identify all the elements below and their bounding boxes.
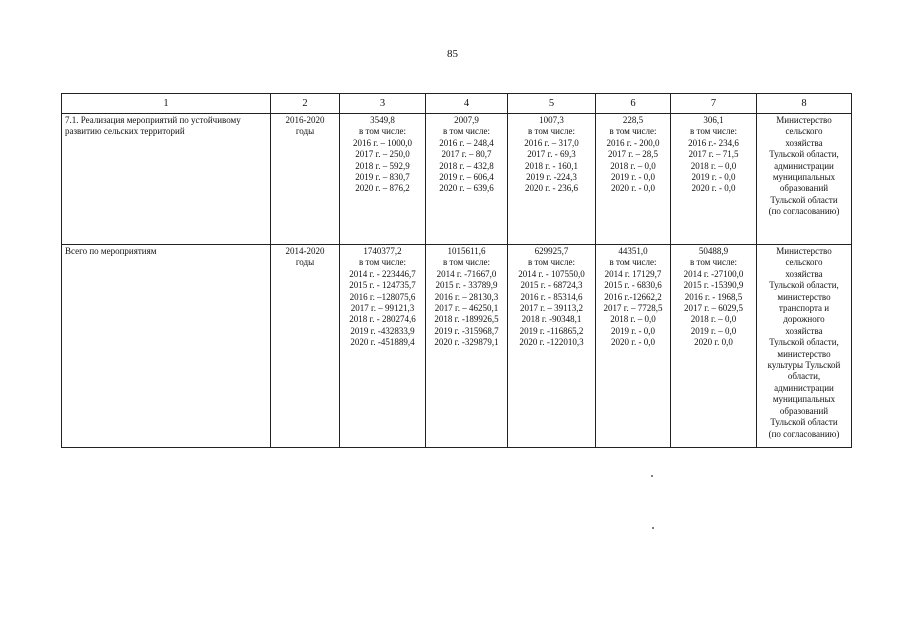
funding-cell-col7 bbox=[671, 245, 757, 448]
value-line: 2014 г. 17129,7 bbox=[604, 268, 662, 279]
period-line: 2016-2020 bbox=[285, 115, 325, 125]
value-line: 2016 г. - 1968,5 bbox=[684, 291, 743, 302]
value-line: 2016 г.- 234,6 bbox=[688, 137, 739, 148]
value-line: 2018 г. -189926,5 bbox=[434, 314, 499, 325]
value-line: 2019 г. – 830,7 bbox=[355, 172, 410, 183]
value-line: 2016 г. – 248,4 bbox=[439, 137, 494, 148]
funding-cell-col4 bbox=[426, 245, 508, 448]
value-line: 2017 г. – 7728,5 bbox=[603, 303, 663, 314]
responsible-line: министерство bbox=[777, 291, 831, 302]
responsible-line: (по согласованию) bbox=[768, 428, 840, 439]
responsible-line: Тульской области, bbox=[769, 280, 839, 291]
period-cell bbox=[271, 114, 340, 245]
value-line: 2014 г. -27100,0 bbox=[683, 268, 744, 279]
value-line: 2014 г. - 107550,0 bbox=[518, 268, 585, 279]
value-line: 1740377,2 bbox=[363, 246, 402, 256]
value-line: 2019 г. -315968,7 bbox=[434, 325, 499, 336]
value-line: 2020 г. - 0,0 bbox=[611, 183, 655, 194]
value-line: в том числе: bbox=[528, 126, 575, 137]
value-line: 2018 г. -90348,1 bbox=[521, 314, 582, 325]
responsible-line: сельского bbox=[785, 257, 823, 268]
value-line: 2018 г. – 0,0 bbox=[610, 314, 656, 325]
activity-name-cell: Всего по мероприятиям bbox=[62, 245, 271, 448]
value-line: 44351,0 bbox=[618, 246, 648, 256]
responsible-line: сельского bbox=[785, 126, 823, 137]
value-line: 2020 г. – 639,6 bbox=[439, 183, 494, 194]
value-line: 2017 г. – 99121,3 bbox=[350, 303, 415, 314]
value-line: в том числе: bbox=[359, 126, 406, 137]
value-line: 1007,3 bbox=[539, 115, 564, 125]
header-cell: 1 bbox=[62, 94, 271, 114]
value-line: 2017 г. – 80,7 bbox=[441, 149, 492, 160]
value-line: 2020 г. - 0,0 bbox=[611, 337, 655, 348]
header-row bbox=[62, 94, 852, 114]
scan-speck bbox=[651, 475, 653, 477]
header-cell: 3 bbox=[340, 94, 426, 114]
table-row bbox=[62, 245, 852, 448]
header-cell: 5 bbox=[508, 94, 596, 114]
value-line: 2019 г. -116865,2 bbox=[519, 325, 584, 336]
funding-cell-col6 bbox=[596, 245, 671, 448]
funding-cell-col5 bbox=[508, 114, 596, 245]
value-line: 2014 г. -71667,0 bbox=[436, 268, 497, 279]
funding-cell-col6 bbox=[596, 114, 671, 245]
program-table bbox=[61, 93, 852, 448]
value-line: 2019 г. - 0,0 bbox=[611, 325, 655, 336]
value-line: 2017 г. – 6029,5 bbox=[684, 303, 743, 314]
value-line: 2019 г. - 0,0 bbox=[611, 172, 655, 183]
value-line: 2017 г. – 71,5 bbox=[688, 149, 739, 160]
value-line: 2019 г. -432833,9 bbox=[350, 325, 415, 336]
value-line: 2020 г. -122010,3 bbox=[519, 337, 584, 348]
header-cell: 2 bbox=[271, 94, 340, 114]
value-line: в том числе: bbox=[690, 126, 737, 137]
value-line: 2020 г. -329879,1 bbox=[434, 337, 499, 348]
value-line: 306,1 bbox=[703, 115, 724, 125]
page-number: 85 bbox=[447, 48, 458, 60]
responsible-line: хозяйства bbox=[785, 137, 823, 148]
value-line: 2019 г. – 0,0 bbox=[690, 325, 737, 336]
table-row bbox=[62, 114, 852, 245]
value-line: 1015611,6 bbox=[447, 246, 486, 256]
responsible-line: образований bbox=[779, 183, 829, 194]
responsible-line: министерство bbox=[777, 348, 831, 359]
value-line: 2018 г. – 592,9 bbox=[355, 160, 410, 171]
value-line: 2007,9 bbox=[454, 115, 479, 125]
responsible-line: Тульской области, bbox=[769, 337, 839, 348]
value-line: 2018 г. - 160,1 bbox=[525, 160, 578, 171]
period-line: годы bbox=[295, 126, 315, 137]
value-line: 2017 г. – 28,5 bbox=[608, 149, 658, 160]
value-line: 2015 г. - 33789,9 bbox=[435, 280, 498, 291]
responsible-line: муниципальных bbox=[772, 172, 836, 183]
responsible-line: Тульской области bbox=[770, 194, 838, 205]
period-line: годы bbox=[295, 257, 315, 268]
responsible-line: культуры Тульской bbox=[767, 360, 841, 371]
value-line: 2019 г. – 606,4 bbox=[439, 172, 494, 183]
value-line: 2020 г. - 236,6 bbox=[525, 183, 578, 194]
responsible-line: администрации bbox=[774, 382, 834, 393]
value-line: 3549,8 bbox=[370, 115, 395, 125]
header-cell: 7 bbox=[671, 94, 757, 114]
value-line: 2015 г. -15390,9 bbox=[683, 280, 744, 291]
responsible-line: муниципальных bbox=[772, 394, 836, 405]
value-line: 228,5 bbox=[622, 115, 644, 125]
value-line: 2016 г.-12662,2 bbox=[604, 291, 662, 302]
value-line: 2020 г. – 876,2 bbox=[355, 183, 410, 194]
period-cell bbox=[271, 245, 340, 448]
header-cell: 8 bbox=[757, 94, 852, 114]
funding-cell-col4 bbox=[426, 114, 508, 245]
responsible-line: Министерство bbox=[776, 246, 832, 256]
value-line: 629925,7 bbox=[534, 246, 569, 256]
responsible-line: Министерство bbox=[776, 115, 832, 125]
value-line: 2016 г. –128075,6 bbox=[349, 291, 416, 302]
value-line: 2018 г. - 280274,6 bbox=[349, 314, 416, 325]
value-line: 2016 г. – 28130,3 bbox=[434, 291, 499, 302]
responsible-line: области, bbox=[787, 371, 821, 382]
responsible-line: администрации bbox=[774, 160, 834, 171]
value-line: 2014 г. - 223446,7 bbox=[349, 268, 416, 279]
responsible-line: Тульской области bbox=[770, 417, 838, 428]
value-line: 2020 г. -451889,4 bbox=[350, 337, 415, 348]
responsible-executor-cell bbox=[757, 245, 852, 448]
responsible-line: образований bbox=[779, 405, 829, 416]
value-line: 2015 г. - 124735,7 bbox=[349, 280, 416, 291]
value-line: 2017 г. - 69,3 bbox=[527, 149, 576, 160]
value-line: в том числе: bbox=[528, 257, 575, 268]
responsible-line: транспорта и bbox=[778, 303, 830, 314]
value-line: 2018 г. – 0,0 bbox=[690, 160, 737, 171]
value-line: 2019 г. -224,3 bbox=[526, 172, 577, 183]
value-line: 2018 г. – 0,0 bbox=[690, 314, 737, 325]
value-line: 2016 г. - 85314,6 bbox=[520, 291, 583, 302]
value-line: 2015 г. - 6830,6 bbox=[604, 280, 662, 291]
header-cell: 6 bbox=[596, 94, 671, 114]
responsible-executor-cell bbox=[757, 114, 852, 245]
scan-speck bbox=[652, 527, 654, 529]
value-line: 2015 г. - 68724,3 bbox=[520, 280, 583, 291]
value-line: 2020 г. - 0,0 bbox=[691, 183, 736, 194]
value-line: 2018 г. – 432,8 bbox=[439, 160, 494, 171]
value-line: в том числе: bbox=[443, 126, 490, 137]
value-line: 2017 г. – 250,0 bbox=[355, 149, 410, 160]
value-line: 2016 г. – 317,0 bbox=[524, 137, 579, 148]
funding-total-cell bbox=[340, 114, 426, 245]
value-line: 2020 г. 0,0 bbox=[694, 337, 733, 348]
value-line: 2017 г. – 39113,2 bbox=[519, 303, 584, 314]
value-line: 2018 г. – 0,0 bbox=[610, 160, 656, 171]
value-line: в том числе: bbox=[443, 257, 490, 268]
responsible-line: хозяйства bbox=[785, 325, 823, 336]
value-line: в том числе: bbox=[609, 126, 657, 137]
header-cell: 4 bbox=[426, 94, 508, 114]
responsible-line: хозяйства bbox=[785, 268, 823, 279]
value-line: 2016 г. – 1000,0 bbox=[353, 137, 412, 148]
activity-name-cell: 7.1. Реализация мероприятий по устойчивому развитию сельских территорий bbox=[62, 114, 271, 245]
value-line: в том числе: bbox=[609, 257, 657, 268]
responsible-line: дорожного bbox=[783, 314, 825, 325]
value-line: в том числе: bbox=[690, 257, 737, 268]
value-line: 50488,9 bbox=[698, 246, 729, 256]
value-line: 2019 г. - 0,0 bbox=[691, 172, 736, 183]
responsible-line: (по согласованию) bbox=[768, 206, 840, 217]
value-line: 2016 г. - 200,0 bbox=[606, 137, 660, 148]
value-line: в том числе: bbox=[359, 257, 406, 268]
funding-cell-col5 bbox=[508, 245, 596, 448]
value-line: 2017 г. – 46250,1 bbox=[434, 303, 499, 314]
period-line: 2014-2020 bbox=[285, 246, 325, 256]
funding-cell-col7 bbox=[671, 114, 757, 245]
funding-total-cell bbox=[340, 245, 426, 448]
responsible-line: Тульской области, bbox=[769, 149, 839, 160]
